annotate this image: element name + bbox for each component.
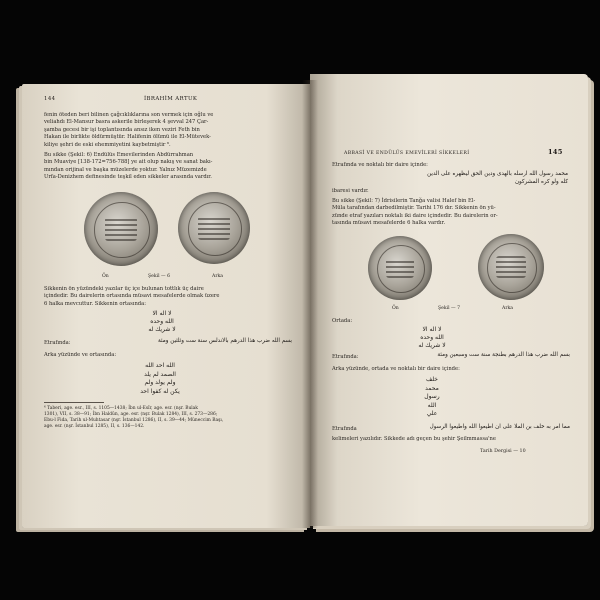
right-reverse-inscription	[412, 376, 452, 419]
right-top-label: Etrafında ve noktalı bir daire içinde:	[332, 162, 428, 168]
right-reverse-label: Arka yüzünde, ortada ve noktalı bir daire içinde:	[332, 366, 460, 372]
arabic-line: لا شريك له	[418, 342, 446, 349]
left-periphery-label: Etrafında:	[44, 340, 71, 346]
arabic-line: لا اله الا	[152, 310, 172, 317]
arabic-line: رسول	[424, 393, 440, 400]
coin-7-reverse-image	[478, 234, 544, 300]
footnote-line: ⁶ Taberi, age. esr., III, s. 1105—1438; İbn ul-Esîr, age. esr. (nşr. Bulak	[44, 406, 198, 411]
arabic-line: ولم يولد ولم	[144, 379, 176, 386]
right-periphery-label: Etrafında:	[332, 354, 359, 360]
right-page-number: 145	[548, 148, 563, 156]
figure-6-caption: Şekil — 6	[148, 274, 171, 279]
right-center-inscription	[402, 326, 462, 350]
text-line: tasında müsavi mesafelerde 6 halka vardır.	[332, 220, 446, 227]
arabic-line: محمد رسول الله ارسله بالهدى ودين الحق ليظهره على الدين	[427, 171, 568, 177]
right-periphery2-inscription: مما امر به خلف بن الملا على ان اطيعوا الله واطيعوا الرسول	[429, 424, 570, 430]
left-footnote	[44, 406, 294, 430]
text-line: şamba gecesi bir işi toplantısında ansız iken veziri Feth bin	[44, 126, 200, 133]
text-line: kelimeleri yazılıdır. Sikkede adı geçen bu şehir Şeilmmassa'ne	[332, 436, 496, 442]
arabic-line: الله	[427, 401, 437, 409]
arabic-line: كله ولو كره المشركون	[514, 179, 568, 185]
text-line: mından orijinal ve başka müzelerde yoktur. Yalnız Müzemizde	[44, 166, 207, 173]
text-line: 6 halka mevcuttur. Sikkenin ortasında:	[44, 300, 146, 307]
text-line: Urfa-Denizhem definesinde teşkil eden sikkeler arasında vardır.	[44, 174, 212, 181]
arabic-line: لا شريك له	[148, 326, 176, 333]
right-top-inscription	[328, 170, 568, 186]
arabic-line: الله وحده	[150, 318, 174, 325]
coin-6-reverse-image	[178, 192, 250, 264]
left-reverse-inscription	[120, 362, 200, 396]
footnote-line: age. esr. (nşr. İstanbul 1285), II, s. 136—142.	[44, 424, 145, 429]
figure-7-caption-reverse: Arka	[502, 306, 514, 311]
text-line: veliahdı El-Mansur basra askerile birleşerek 4 şevval 247 Çar-	[44, 119, 209, 126]
footnote-line: 1301), VII, s. 38—91; İbn Haldûn, age. esr. (nşr. Bulak 1284), III, s. 273—286;	[44, 412, 218, 417]
footnote-divider	[44, 402, 104, 403]
arabic-line: الصمد لم يلد	[144, 370, 176, 378]
text-line: bin Muaviye [138-172=756-788] ye ait olup nakış ve sanat bakı-	[44, 159, 213, 166]
text-line: Bu sikke (Şekil: 6) Endülüs Emevilerinden Abdürrahman	[44, 152, 194, 158]
right-footer: Tarih Dergisi — 10	[480, 449, 526, 454]
arabic-line: الله احد الله	[145, 362, 175, 369]
left-running-head: İBRAHİM ARTUK	[144, 96, 198, 102]
right-periphery-inscription: بسم الله ضرب هذا الدرهم بطنجة سنة ست وسبعين ومئة	[437, 352, 570, 358]
arabic-line: علي	[426, 410, 438, 417]
arabic-line: يكن له كفوا احد	[140, 387, 180, 395]
right-center-label: Ortada:	[332, 318, 353, 324]
figure-7-caption: Şekil — 7	[438, 306, 461, 311]
figure-7-caption-obverse: Ön	[392, 306, 399, 311]
footnote-line: Ebu-l Fida, Tarih ul-Muhtasar (nşr. İstanbul 1286), II, s. 39—44; Müneccim Başı,	[44, 418, 224, 423]
open-book	[22, 74, 588, 530]
left-page	[22, 84, 310, 528]
coin-6-obverse-image	[84, 192, 158, 266]
arabic-line: خلف	[426, 376, 438, 383]
arabic-line: محمد	[425, 384, 439, 392]
left-paragraph-1	[44, 112, 292, 149]
coin-7-obverse-image	[368, 236, 432, 300]
left-paragraph-2	[44, 152, 292, 182]
figure-6-caption-obverse: Ön	[102, 274, 109, 279]
text-line: Bu sikke (Şekil: 7) İdrisilerin Tanğa valisi Halef bin El-	[332, 198, 476, 204]
arabic-line: الله وحده	[420, 334, 444, 341]
arabic-line: لا اله الا	[422, 326, 442, 333]
right-paragraph-1	[332, 198, 572, 228]
left-paragraph-3	[44, 286, 292, 308]
text-line: fenin öteden beri bilinen çağcıklıklarına son vermek için oğlu ve	[44, 112, 214, 118]
right-top-note: ibaresi vardır.	[332, 188, 369, 194]
text-line: içindedir. Bu dairelerin ortasında müsavi mesafelerde olmak üzere	[44, 293, 220, 300]
text-line: Hakan ile birlikte öldürmüştür. Halifenin ölümü ile El-Mütevek-	[44, 134, 211, 141]
left-reverse-label: Arka yüzünde ve ortasında:	[44, 352, 117, 358]
text-line: kiliye şehri de eski ehemmiyetini kaybetmiştir ⁶.	[44, 141, 171, 148]
figure-6-caption-reverse: Arka	[212, 274, 224, 279]
left-center-inscription	[132, 310, 192, 334]
text-line: Sikkenin ön yüzündeki yazılar üç içe bulunan tottlık üç daire	[44, 286, 204, 292]
right-running-head: ABBASÎ VE ENDÜLÜS EMEVÎLERİ SİKKELERİ	[344, 151, 470, 156]
left-page-number: 144	[44, 96, 56, 102]
book-gutter	[302, 80, 318, 528]
right-periphery2-label: Etrafında	[332, 426, 357, 432]
text-line: zünde etraf yazıları noktalı iki daire içindedir. Bu dairelerin or-	[332, 212, 498, 219]
right-page	[310, 74, 588, 526]
right-paragraph-2	[332, 436, 572, 443]
left-periphery-inscription: بسم الله ضرب هذا الدرهم بالاندلس سنة ست وثلثين ومئة	[158, 338, 292, 344]
text-line: Müla tarafından darbedilmiştir. Tarihi 176 dır. Sikkenin ön yü-	[332, 205, 496, 212]
